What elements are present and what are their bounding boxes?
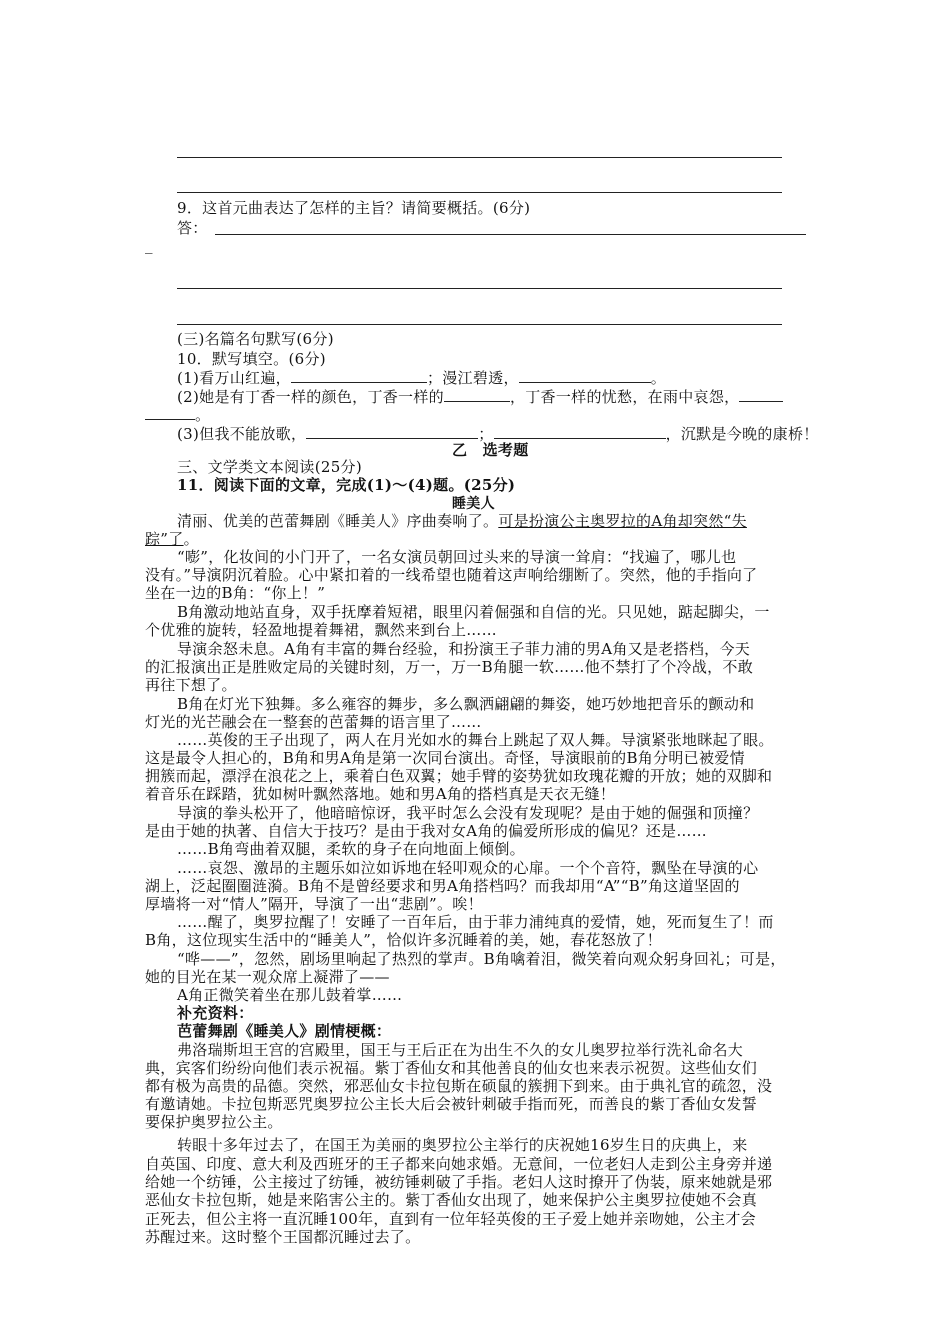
passage-line: 湖上，泛起圈圈涟漪。B角不是曾经要求和男A角搭档吗？而我却用“A”“B”角这道坚固的 [145, 877, 740, 895]
supplement-subtitle: 芭蕾舞剧《睡美人》剧情梗概： [177, 1022, 392, 1040]
passage-title: 睡美人 [452, 496, 495, 512]
question-10: 10．默写填空。(6分) [177, 350, 326, 368]
passage-line: B角在灯光下独舞。多么雍容的舞步，多么飘洒翩翩的舞姿，她巧妙地把音乐的颤动和 [177, 695, 755, 713]
passage-line: ……醒了，奥罗拉醒了！安睡了一百年后，由于菲力浦纯真的爱情，她，死而复生了！而 [177, 913, 774, 931]
fill-item-1-part-c: 。 [650, 369, 667, 387]
fill-item-1-part-a: (1)看万山红遍， [177, 369, 291, 387]
supplement-line: 有邀请她。卡拉包斯恶咒奥罗拉公主长大后会被针刺破手指而死，而善良的紫丁香仙女发誓 [145, 1095, 758, 1113]
passage-line: 导演的拳头松开了，他暗暗惊讶，我平时怎么会没有发现呢？是由于她的倔强和顶撞？ [177, 804, 759, 822]
passage-line: 没有。”导演阴沉着脸。心中紧扣着的一线希望也随着这声响给绷断了。突然，他的手指向了 [145, 566, 758, 584]
fill-item-2-part-c: 。 [195, 406, 211, 424]
blank-2b-cont[interactable] [145, 405, 195, 420]
passage-line: ……英俊的王子出现了，两人在月光如水的舞台上跳起了双人舞。导演紧张地眯起了眼。 [177, 731, 774, 749]
passage-line: 灯光的光芒融会在一整套的芭蕾舞的语言里了…… [145, 713, 482, 731]
fill-item-3-part-a: (3)但我不能放歌， [177, 425, 307, 443]
passage-line: 厚墙将一对“情人”隔开，导演了一出“悲剧”。唉！ [145, 895, 483, 913]
supplement-line: 弗洛瑞斯坦王宫的宫殿里，国王与王后正在为出生不久的女儿奥罗拉举行洗礼命名大 [177, 1041, 744, 1059]
blank-2b[interactable] [739, 387, 783, 402]
passage-line: 这是最令人担心的，B角和男A角是第一次同台演出。奇怪，导演眼前的B角分明已被爱情 [145, 749, 745, 767]
answer-line[interactable] [177, 157, 782, 158]
passage-line: A角正微笑着坐在那儿鼓着掌…… [177, 986, 403, 1004]
supplement-line: 给她一个纺锤，公主接过了纺锤，被纺锤刺破了手指。老妇人这时撩开了伪装，原来她就是邪 [145, 1173, 773, 1191]
passage-line: B角，这位现实生活中的“睡美人”，恰似许多沉睡着的美，她，春花怒放了！ [145, 931, 662, 949]
fill-item-3-part-b: ； [478, 425, 494, 443]
supplement-line: 都有极为高贵的品德。突然，邪恶仙女卡拉包斯在硕鼠的簇拥下到来。由于典礼官的疏忽，没 [145, 1077, 773, 1095]
blank-3a[interactable] [306, 424, 478, 439]
blank-3b[interactable] [494, 424, 666, 439]
passage-line: 她的目光在某一观众席上凝滞了—— [145, 968, 390, 986]
part-b-heading: 乙 选考题 [452, 441, 529, 459]
passage-line: “嘭”，化妆间的小门开了，一名女演员朝回过头来的导演一耸肩：“找遍了，哪儿也 [177, 548, 737, 566]
passage-line: B角激动地站直身，双手抚摩着短裙，眼里闪着倔强和自信的光。只见她，踮起脚尖，一 [177, 603, 770, 621]
supplement-line: 自英国、印度、意大利及西班牙的王子都来向她求婚。无意间，一位老妇人走到公主身旁并递 [145, 1155, 773, 1173]
question-9: 9．这首元曲表达了怎样的主旨？请简要概括。(6分) [177, 199, 531, 217]
supplement-line: 要保护奥罗拉公主。 [145, 1113, 283, 1131]
passage-line: 坐在一边的B角：“你上！” [145, 584, 326, 602]
passage-line: ……哀怨、激昂的主题乐如泣如诉地在轻叩观众的心扉。一个个音符，飘坠在导演的心 [177, 859, 759, 877]
supplement-line: 转眼十多年过去了，在国王为美丽的奥罗拉公主举行的庆祝她16岁生日的庆典上，来 [177, 1136, 748, 1154]
supplement-line: 典，宾客们纷纷向他们表示祝福。紫丁香仙女和其他善良的仙女也来表示祝贺。这些仙女们 [145, 1059, 758, 1077]
supplement-line: 正死去，但公主将一直沉睡100年，直到有一位年轻英俊的王子爱上她并亲吻她，公主才会 [145, 1210, 756, 1228]
fill-item-1-part-b: ；漫江碧透， [426, 369, 519, 387]
answer-label: 答： [177, 219, 208, 237]
underlined-sentence: 可是扮演公主奥罗拉的A角却突然“失 [498, 512, 747, 530]
passage-line: 清丽、优美的芭蕾舞剧《睡美人》序曲奏响了。可是扮演公主奥罗拉的A角却突然“失 [177, 512, 747, 530]
underlined-sentence: 踪”了 [145, 530, 184, 548]
fill-item-3-part-c: ，沉默是今晚的康桥！ [665, 425, 819, 443]
blank-2a[interactable] [444, 387, 510, 402]
passage-line: 着音乐在踩踏，犹如树叶飘然落地。她和男A角的搭档真是天衣无缝！ [145, 785, 616, 803]
passage-line: 拥簇而起，漂浮在浪花之上，乘着白色双翼；她手臂的姿势犹如玫瑰花瓣的开放；她的双脚和 [145, 767, 773, 785]
answer-line[interactable] [215, 234, 806, 235]
fill-item-1 [177, 368, 666, 387]
supplement-label: 补充资料： [177, 1004, 254, 1022]
answer-line[interactable] [177, 192, 782, 193]
fill-item-2-part-a: (2)她是有丁香一样的颜色，丁香一样的 [177, 388, 444, 406]
supplement-line: 苏醒过来。这时整个王国都沉睡过去了。 [145, 1228, 421, 1246]
passage-line: 个优雅的旋转，轻盈地提着舞裙，飘然来到台上…… [145, 621, 497, 639]
answer-line[interactable] [177, 288, 782, 289]
fill-item-2 [177, 387, 783, 406]
supplement-line: 恶仙女卡拉包斯，她是来陷害公主的。紫丁香仙女出现了，她来保护公主奥罗拉使她不会真 [145, 1191, 758, 1209]
section-3-literary: 三、文学类文本阅读(25分) [177, 458, 362, 476]
passage-line: 的汇报演出正是胜败定局的关键时刻，万一，万一B角腿一软……他不禁打了个冷战，不敢 [145, 658, 754, 676]
answer-dash: _ [145, 236, 153, 254]
passage-line: 导演余怒未息。A角有丰富的舞台经验，和扮演王子菲力浦的男A角又是老搭档，今天 [177, 640, 751, 658]
passage-line: ……B角弯曲着双腿，柔软的身子在向地面上倾倒。 [177, 840, 525, 858]
passage-line: 踪”了。 [145, 530, 199, 548]
fill-item-2-cont [145, 405, 210, 424]
section-3-heading: (三)名篇名句默写(6分) [177, 330, 334, 348]
blank-1b[interactable] [519, 368, 651, 383]
fill-item-2-part-b: ，丁香一样的忧愁，在雨中哀怨， [509, 388, 740, 406]
answer-line[interactable] [177, 324, 782, 325]
passage-line: “哗——”，忽然，剧场里响起了热烈的掌声。B角噙着泪，微笑着向观众躬身回礼；可是， [177, 950, 786, 968]
blank-1a[interactable] [291, 368, 427, 383]
question-11: 11．阅读下面的文章，完成(1)～(4)题。(25分) [177, 476, 516, 494]
passage-line: 再往下想了。 [145, 676, 237, 694]
passage-line: 是由于她的执著、自信大于技巧？是由于我对女A角的偏爱所形成的偏见？还是…… [145, 822, 707, 840]
